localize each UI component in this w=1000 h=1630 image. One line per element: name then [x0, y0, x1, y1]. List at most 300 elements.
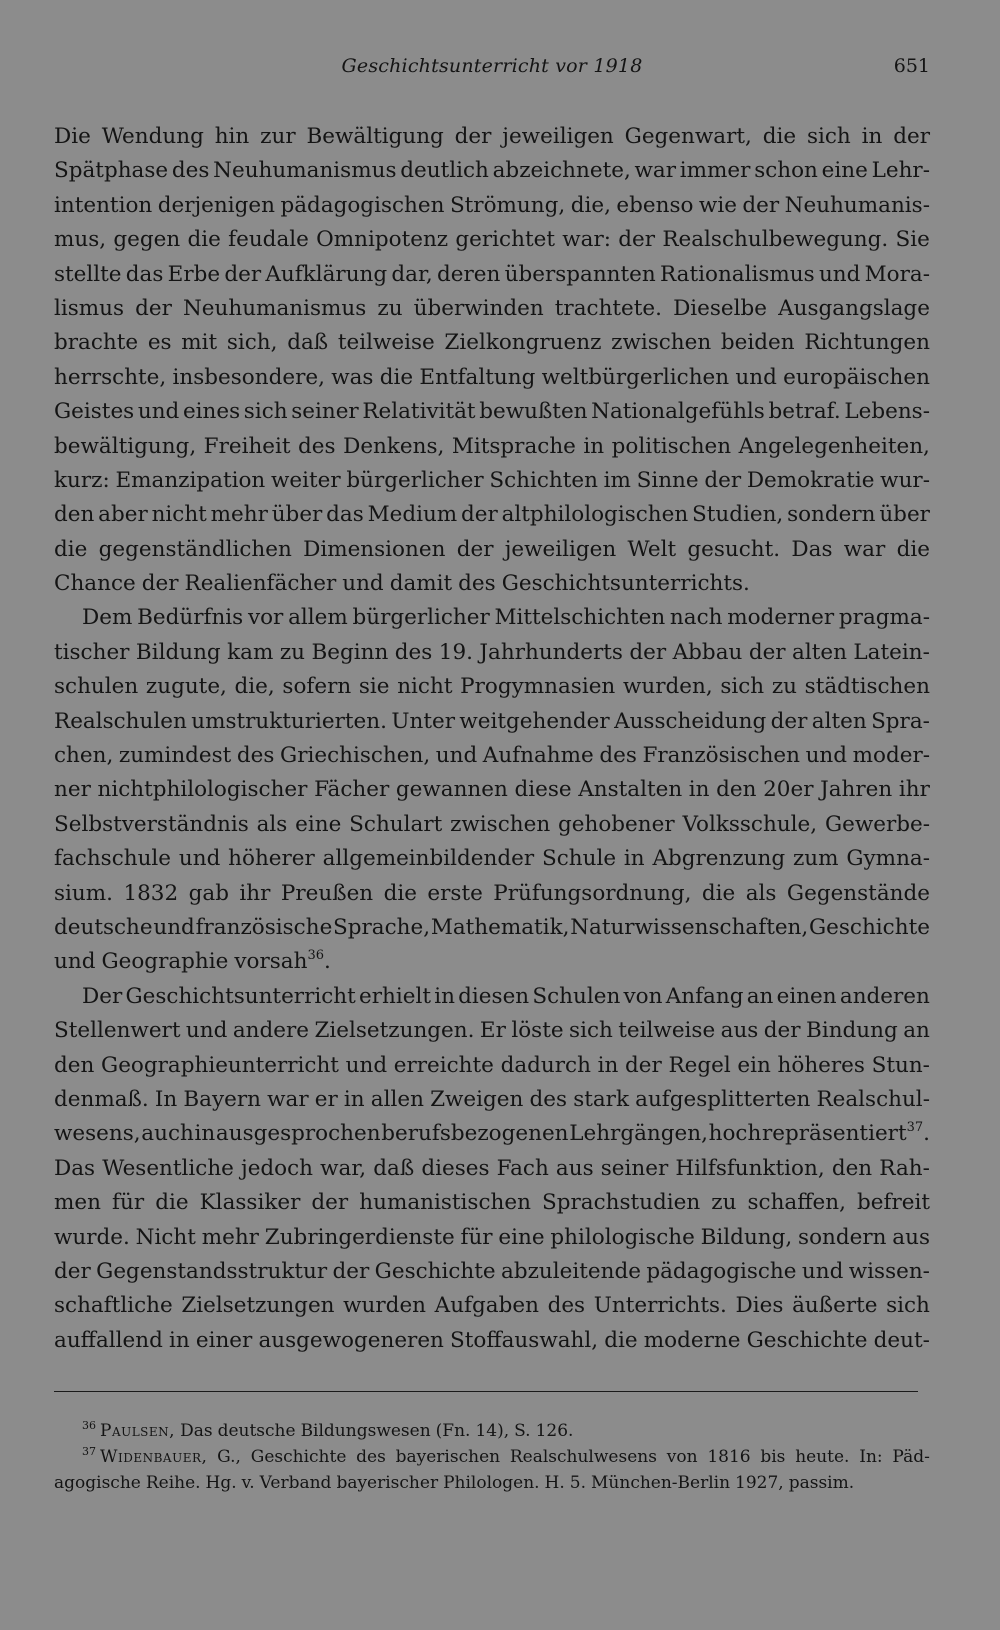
page-header	[54, 55, 930, 89]
word: trachtete.	[554, 295, 662, 321]
text-line	[54, 842, 930, 876]
word: zwischen	[611, 330, 712, 356]
word: dieses	[421, 1155, 490, 1181]
word: mehr	[210, 502, 268, 528]
word: einen	[776, 983, 837, 1009]
word: nichtphilologischer	[97, 777, 308, 803]
word: Volksschule,	[682, 811, 818, 837]
word: alten	[792, 639, 847, 665]
word: deutsche	[54, 914, 153, 940]
footnote-rule	[54, 1391, 918, 1392]
word: Schulen	[532, 983, 621, 1009]
word: für	[112, 1190, 145, 1216]
word: betraf.	[768, 399, 841, 425]
word: Geschichte	[808, 914, 930, 940]
word: Aufklärung	[265, 261, 388, 287]
word: Lehr-	[871, 158, 930, 184]
text-line	[54, 464, 930, 498]
text-line	[54, 1289, 930, 1323]
word: 20er	[763, 777, 814, 803]
word: er	[314, 1086, 338, 1112]
word: berufsbezogenen	[381, 1121, 569, 1147]
word: Gegenstände	[786, 880, 930, 906]
word: Zielkongruenz	[444, 330, 602, 356]
word: sich	[886, 1293, 930, 1319]
word: Selbstverständnis	[54, 811, 249, 837]
word: Realschulen	[54, 708, 187, 734]
word: der	[141, 571, 179, 597]
word: Lebens-	[844, 399, 930, 425]
word: 126.	[535, 1421, 574, 1441]
word: mit	[181, 330, 218, 356]
word: In	[154, 1086, 178, 1112]
word: zum	[792, 846, 839, 872]
word: der	[54, 1258, 91, 1284]
word: den	[831, 1155, 873, 1181]
word: Wendung	[101, 124, 204, 149]
word: kam	[227, 639, 274, 665]
word: wurden	[343, 1293, 427, 1319]
word: Das	[791, 536, 833, 562]
word: Gewerbe-	[824, 811, 930, 837]
word: Das	[180, 1421, 213, 1441]
word: eine	[295, 811, 342, 837]
word: überwinden	[413, 295, 544, 321]
word: das	[326, 502, 364, 528]
word: an	[746, 983, 774, 1009]
word: die	[379, 364, 414, 390]
word: Verband	[259, 1473, 332, 1493]
word: Medium	[367, 502, 458, 528]
word: Welt	[627, 536, 677, 562]
word: erreichte	[393, 1052, 494, 1078]
word: zu	[711, 1190, 737, 1216]
word: 19.	[438, 639, 473, 665]
word: H.	[544, 1473, 565, 1493]
word: der	[461, 502, 498, 528]
word: in	[194, 1121, 216, 1147]
text-line	[54, 292, 930, 326]
word: und	[54, 949, 96, 975]
word: mus,	[54, 227, 107, 253]
word: Bewältigung	[306, 124, 444, 149]
word: war	[843, 536, 886, 562]
word: 1927,	[735, 1473, 784, 1493]
word: städtischen	[804, 674, 930, 700]
text-line	[54, 1152, 930, 1186]
word: nicht	[397, 674, 453, 700]
word: wur-	[880, 467, 930, 493]
word: und	[342, 571, 384, 597]
word: Ausscheidung	[614, 708, 767, 734]
word: Geschichte	[746, 1327, 868, 1353]
word: Hilfsfunktion,	[675, 1155, 825, 1181]
word: eine	[498, 1224, 545, 1250]
word: tischer	[54, 639, 130, 665]
word: Entfaltung	[419, 364, 536, 390]
text-line	[54, 945, 930, 979]
word: und	[137, 399, 180, 425]
word: des	[394, 639, 433, 665]
word: intention	[54, 192, 153, 218]
word: schaftliche	[54, 1293, 173, 1319]
word: S.	[514, 1421, 531, 1441]
footnote-lead	[82, 1444, 207, 1470]
word: stellte	[54, 261, 122, 287]
word: der	[893, 124, 930, 149]
word: auch	[141, 1121, 194, 1147]
word: Bayern	[183, 1086, 261, 1112]
word: für	[460, 1224, 493, 1250]
word: ausgesprochen	[215, 1121, 381, 1147]
word: Abbau	[672, 639, 743, 665]
word: wesens,	[54, 1121, 141, 1147]
text-line	[54, 498, 930, 532]
word: Mathematik,	[430, 914, 570, 940]
word: und	[805, 743, 848, 769]
word: mehr	[201, 1224, 259, 1250]
footnote-reference[interactable]: 37	[906, 1120, 924, 1136]
word: sich	[720, 674, 765, 700]
word: bewußten	[479, 399, 588, 425]
word: Geschichtsunterricht	[125, 983, 356, 1009]
word: agogische	[54, 1473, 141, 1493]
footnote-line	[54, 1470, 930, 1496]
footnotes	[54, 1418, 930, 1496]
word: schon	[754, 158, 818, 184]
word: war:	[562, 227, 611, 253]
word: Relativität	[362, 399, 476, 425]
word: Wesentliche	[102, 1155, 234, 1181]
word: Dieselbe	[673, 295, 768, 321]
word: des	[298, 433, 336, 459]
word: humanistischen	[359, 1190, 531, 1216]
word: und	[178, 846, 221, 872]
word: in	[623, 846, 645, 872]
word: gab	[188, 880, 229, 906]
word: jeweiligen	[504, 536, 617, 562]
word: derjenigen	[157, 192, 275, 218]
word: der	[770, 708, 808, 734]
word: Schule	[541, 846, 617, 872]
word: Abgrenzung	[652, 846, 786, 872]
word: gehobener	[558, 811, 675, 837]
word: Geschichte	[374, 1258, 496, 1284]
footnote-reference[interactable]: 36	[307, 948, 325, 964]
word: immer	[679, 158, 751, 184]
word: Zubringerdienste	[264, 1224, 455, 1250]
word: in	[343, 1086, 365, 1112]
word: diese	[514, 777, 572, 803]
word: Dimensionen	[303, 536, 446, 562]
word: Neuhumanismus	[182, 295, 367, 321]
word: pädagogische	[646, 1258, 797, 1284]
footnote-number: 37	[82, 1445, 96, 1458]
word: passim.	[788, 1473, 855, 1493]
word: sondern	[798, 1224, 887, 1250]
word: des	[356, 1447, 386, 1467]
footnote-author: Widenbauer,	[100, 1447, 208, 1467]
word: zumindest	[118, 743, 232, 769]
word: der	[763, 1018, 801, 1044]
word: des	[171, 158, 210, 184]
word: zu	[279, 639, 306, 665]
word: zu	[377, 295, 403, 321]
word: denmaß.	[54, 1086, 149, 1112]
word: in	[168, 1327, 190, 1353]
word: und	[185, 1018, 228, 1044]
word: (Fn.	[435, 1421, 471, 1441]
word: in	[861, 124, 883, 149]
word: 5.	[569, 1473, 587, 1493]
word: Latein-	[853, 639, 930, 665]
word: dadurch	[500, 1052, 591, 1078]
word: gewannen	[395, 777, 508, 803]
word: und	[153, 914, 195, 940]
word: Studien,	[692, 502, 784, 528]
word: schaffen,	[747, 1190, 846, 1216]
text-line	[54, 911, 930, 945]
word: die	[762, 124, 797, 149]
word: Jahren	[820, 777, 893, 803]
word: Chance	[54, 571, 136, 597]
word: allem	[288, 605, 348, 631]
word: fachschule	[54, 846, 172, 872]
word: aufgesplitterten	[635, 1086, 811, 1112]
word: des	[547, 1293, 586, 1319]
word: Hg.	[205, 1473, 237, 1493]
word: und	[801, 1258, 844, 1284]
text-line	[54, 326, 930, 360]
word: der	[454, 124, 492, 149]
word: jedoch	[241, 1155, 314, 1181]
word: allen	[370, 1086, 424, 1112]
word: vor	[247, 605, 284, 631]
word: Ausgangslage	[778, 295, 930, 321]
word: Schulart	[349, 811, 443, 837]
word: moderner	[727, 605, 835, 631]
word: deren	[437, 261, 501, 287]
word: Geistes	[54, 399, 135, 425]
text-line	[54, 258, 930, 292]
word: einer	[195, 1327, 253, 1353]
word: in	[597, 1052, 619, 1078]
word: höherer	[228, 846, 315, 872]
word: löste	[511, 1018, 564, 1044]
word: Erbe	[167, 261, 221, 287]
word: 14),	[475, 1421, 510, 1441]
text-line	[54, 430, 930, 464]
word: zur	[260, 124, 296, 149]
word: Preußen	[280, 880, 374, 906]
word: umstrukturierten.	[191, 708, 387, 734]
word: aus	[555, 1155, 594, 1181]
word: Sinne	[636, 467, 699, 493]
word: befreit	[857, 1190, 930, 1216]
text-line	[54, 773, 930, 807]
word: Klassiker	[199, 1190, 301, 1216]
word: heute.	[795, 1447, 850, 1467]
word: überspannten	[504, 261, 656, 287]
word: und	[818, 261, 861, 287]
word: Realschulwesens	[509, 1447, 657, 1467]
word: in	[583, 433, 605, 459]
word: es	[147, 330, 172, 356]
text-line	[54, 1049, 930, 1083]
word: Bildung	[135, 639, 221, 665]
word: sich	[806, 124, 851, 149]
word: die,	[234, 674, 275, 700]
word: in	[434, 983, 455, 1009]
word: sich	[243, 399, 288, 425]
word: bis	[760, 1447, 786, 1467]
word: das	[125, 261, 164, 287]
word: die	[187, 227, 221, 253]
word: Bindung	[806, 1018, 898, 1044]
word: Denkens,	[343, 433, 445, 459]
word: Progymnasien	[460, 674, 616, 700]
word: Stun-	[871, 1052, 930, 1078]
word: Jahrhunderts	[479, 639, 623, 665]
word: abzeichnete,	[492, 158, 631, 184]
footnote-number: 36	[82, 1419, 96, 1432]
word: war	[634, 158, 677, 184]
word: der	[135, 295, 172, 321]
text-line	[54, 1221, 930, 1255]
word: die,	[570, 192, 611, 218]
word: und	[345, 1052, 388, 1078]
word: äußerte	[792, 1293, 878, 1319]
word: Beginn	[311, 639, 389, 665]
word: der	[748, 639, 786, 665]
word: Neuhumanismus	[213, 158, 397, 184]
word: Realienfächer	[184, 571, 337, 597]
word: sondern	[787, 502, 876, 528]
word: wurden,	[622, 674, 713, 700]
word: aus	[892, 1224, 930, 1250]
word: Die	[54, 124, 91, 149]
text-line	[54, 533, 930, 567]
word: Dies	[735, 1293, 784, 1319]
word: bürgerlicher	[346, 467, 484, 493]
word: Fach	[496, 1155, 549, 1181]
word: erhielt	[359, 983, 431, 1009]
word: repräsentiert$^{37}$.	[761, 1120, 930, 1147]
footnote-line	[54, 1418, 930, 1444]
word: altphilologischen	[501, 502, 689, 528]
word: allgemeinbildender	[322, 846, 535, 872]
word: chen,	[54, 743, 114, 769]
word: damit	[389, 571, 453, 597]
text-line	[54, 361, 930, 395]
word: gesucht.	[687, 536, 781, 562]
word: europäischen	[783, 364, 930, 390]
word: ihr	[239, 880, 271, 906]
word: Lehrgängen,	[569, 1121, 708, 1147]
word: brachte	[54, 330, 139, 356]
word: Realschul-	[816, 1086, 930, 1112]
body-text	[54, 120, 930, 1358]
word: Freiheit	[203, 433, 291, 459]
word: insbesondere,	[172, 364, 325, 390]
word: Nationalgefühls	[591, 399, 765, 425]
word: gerichtet	[455, 227, 555, 253]
word: von	[623, 983, 663, 1009]
word: abzuleitende	[501, 1258, 641, 1284]
word: die	[604, 1327, 638, 1353]
word: Zielsetzungen	[181, 1293, 335, 1319]
word: kurz:	[54, 467, 110, 493]
text-line	[54, 1255, 930, 1289]
word: die	[896, 536, 930, 562]
text-line	[54, 670, 930, 704]
word: deutsche	[217, 1421, 296, 1441]
word: In:	[859, 1447, 883, 1467]
word: Der	[82, 983, 123, 1009]
word: sofern	[282, 674, 352, 700]
word: moderne	[643, 1327, 741, 1353]
word: daß	[287, 330, 329, 356]
word: sium.	[54, 880, 113, 906]
word: ebenso	[616, 192, 694, 218]
word: als	[256, 811, 288, 837]
word: den	[54, 1052, 95, 1078]
word: aus	[720, 1018, 759, 1044]
text-line	[54, 223, 930, 257]
word: des	[529, 1086, 568, 1112]
word: alten	[811, 708, 867, 734]
word: daß	[373, 1155, 415, 1181]
word: nicht	[151, 502, 207, 528]
footnote-line	[54, 1444, 930, 1470]
word: aber	[98, 502, 148, 528]
word: Demokratie	[746, 467, 875, 493]
word: höheres	[777, 1052, 865, 1078]
word: Spätphase	[54, 158, 169, 184]
word: über	[879, 502, 930, 528]
word: stark	[573, 1086, 629, 1112]
word: Mittelschichten	[494, 605, 666, 631]
word: Gymna-	[846, 846, 930, 872]
word: Schichten	[489, 467, 598, 493]
text-line	[54, 1083, 930, 1117]
footnote-author: Paulsen,	[100, 1421, 176, 1441]
word: eine	[821, 158, 868, 184]
word: München-Berlin	[591, 1473, 731, 1493]
word: bayerischen	[395, 1447, 501, 1467]
word: men	[54, 1190, 101, 1216]
word: diesen	[458, 983, 530, 1009]
word: Dem	[82, 605, 133, 631]
word: Sprachstudien	[541, 1190, 701, 1216]
word: französische	[195, 914, 333, 940]
word: Griechischen,	[280, 743, 431, 769]
word: Geographie	[101, 949, 229, 975]
word: ausgewogeneren	[258, 1327, 444, 1353]
text-line	[54, 1117, 930, 1151]
word: bewältigung,	[54, 433, 197, 459]
text-line	[54, 877, 930, 911]
word: der	[224, 261, 262, 287]
word: die	[701, 880, 736, 906]
word: anderen	[839, 983, 930, 1009]
word: ner	[54, 777, 91, 803]
word: pädagogischen	[280, 192, 445, 218]
word: bürgerlicher	[352, 605, 490, 631]
word: erste	[427, 880, 483, 906]
word: der	[629, 639, 667, 665]
text-line	[54, 1014, 930, 1048]
